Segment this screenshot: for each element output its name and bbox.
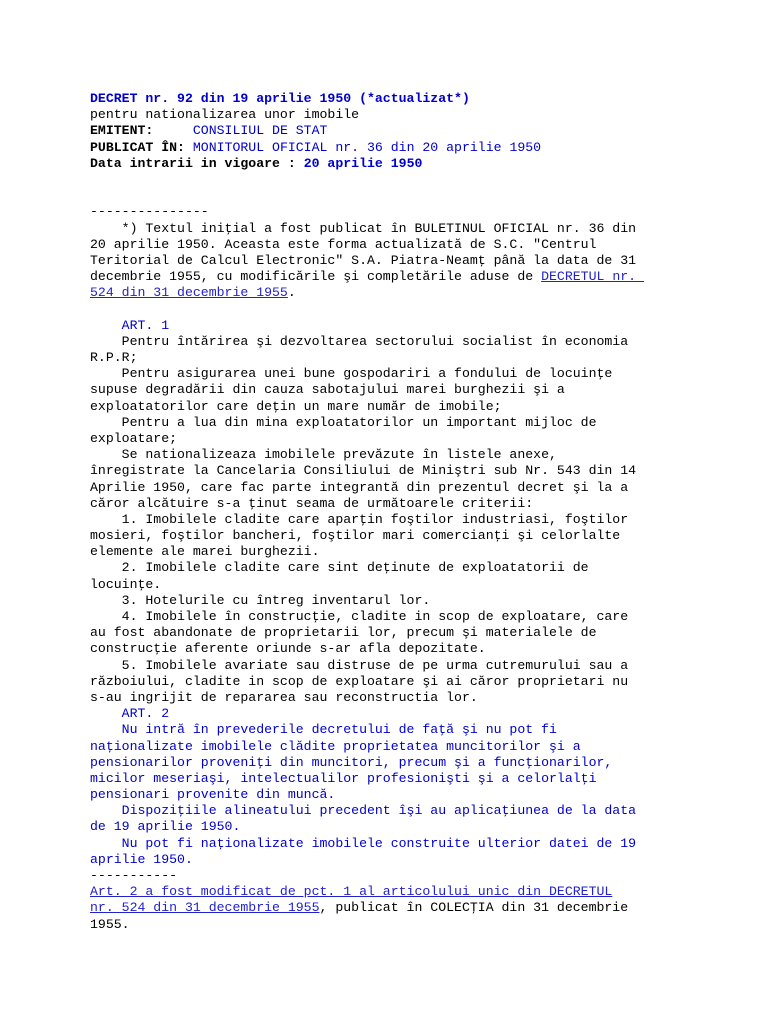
art1-body <box>90 334 760 706</box>
art1-line: supuse degradării din cauza sabotajului marei burghezii şi a <box>90 382 565 398</box>
art2-body <box>90 722 760 868</box>
modification-separator: ----------- <box>90 868 178 884</box>
art1-line: 3. Hotelurile cu întreg inventarul lor. <box>90 592 431 608</box>
art1-line: Pentru întărirea şi dezvoltarea sectorului socialist în economia <box>90 333 629 349</box>
art2-line: Nu intră în prevederile decretului de faţă şi nu pot fi <box>90 722 557 738</box>
art1-line: mosieri, foştilor bancheri, foştilor mari comercianţi şi celorlalte <box>90 528 621 544</box>
vigoare-label: Data intrarii in vigoare : <box>90 155 296 171</box>
modification-line: 1955. <box>90 916 130 932</box>
note-line: *) Textul iniţial a fost publicat în BULETINUL OFICIAL nr. 36 din <box>90 220 637 236</box>
art2-line: de 19 aprilie 1950. <box>90 819 241 835</box>
document-title: DECRET nr. 92 din 19 aprilie 1950 (*actualizat*) <box>90 91 470 106</box>
art2-line: micilor meseriaşi, intelectualilor profesionişti şi a celorlalţi <box>90 770 597 786</box>
decret-524-link[interactable]: DECRETUL nr. <box>541 269 644 285</box>
art1-line: căror alcătuire s-a ţinut seama de următoarele criterii: <box>90 495 534 511</box>
modification-link[interactable]: nr. 524 din 31 decembrie 1955 <box>90 900 320 916</box>
art1-line: 1. Imobilele cladite care aparţin foştilor industriasi, foştilor <box>90 511 629 527</box>
art2-line: Nu pot fi naţionalizate imobilele construite ulterior datei de 19 <box>90 835 637 851</box>
art1-line: 5. Imobilele avariate sau distruse de pe urma cutremurului sau a <box>90 657 629 673</box>
emitent-label: EMITENT: <box>90 123 154 139</box>
note-text: . <box>287 285 296 301</box>
note-line: 20 aprilie 1950. Aceasta este forma actualizată de S.C. "Centrul <box>90 236 597 252</box>
emitent-row <box>90 123 760 139</box>
note-line <box>90 285 760 301</box>
art1-line: construcţie aferente oriunde s-ar afla depozitate. <box>90 641 486 657</box>
art2-line: Dispoziţiile alineatului precedent îşi au aplicaţiunea de la data <box>90 803 637 819</box>
art1-line: exploatare; <box>90 430 178 446</box>
vigoare-row <box>90 156 760 172</box>
art2-line: aprilie 1950. <box>90 851 193 867</box>
modification-link[interactable]: Art. 2 a fost modificat de pct. 1 al articolului unic din DECRETUL <box>90 884 613 900</box>
art2-heading: ART. 2 <box>90 706 170 722</box>
art1-line: locuinţe. <box>90 576 162 592</box>
art2-line: pensionari provenite din muncă. <box>90 787 336 803</box>
decree-document <box>90 91 760 933</box>
note-line: Teritorial de Calcul Electronic" S.A. Piatra-Neamţ până la data de 31 <box>90 252 637 268</box>
publicat-row <box>90 140 760 156</box>
art1-line: Aprilie 1950, care fac parte integrantă din prezentul decret şi la a <box>90 479 629 495</box>
art1-line: înregistrate la Cancelaria Consiliului de Miniştri sub Nr. 543 din 14 <box>90 463 637 479</box>
art1-line: Pentru asigurarea unei bune gospodariri a fondului de locuinţe <box>90 366 613 382</box>
publicat-value: MONITORUL OFICIAL nr. 36 din 20 aprilie 1950 <box>192 139 542 155</box>
art1-heading: ART. 1 <box>90 317 170 333</box>
note-line <box>90 269 760 285</box>
document-subtitle: pentru nationalizarea unor imobile <box>90 107 360 123</box>
art1-line: R.P.R; <box>90 350 138 366</box>
decret-524-link[interactable]: 524 din 31 decembrie 1955 <box>90 285 288 301</box>
art2-line: naţionalizate imobilele clădite proprietatea muncitorilor şi a <box>90 738 581 754</box>
art1-line: 4. Imobilele în construcţie, cladite in scop de exploatare, care <box>90 609 629 625</box>
modification-line <box>90 900 760 916</box>
art1-line: Se nationalizeaza imobilele prevăzute în listele anexe, <box>90 447 557 463</box>
vigoare-value: 20 aprilie 1950 <box>303 155 423 171</box>
emitent-value: CONSILIUL DE STAT <box>192 123 328 139</box>
art1-line: Pentru a lua din mina exploatatorilor un important mijloc de <box>90 414 597 430</box>
note-separator: --------------- <box>90 204 209 220</box>
publicat-label: PUBLICAT ÎN: <box>90 139 185 155</box>
art1-line: elemente ale marei burghezii. <box>90 544 320 560</box>
art1-line: s-au ingrijit de repararea sau reconstructia lor. <box>90 689 478 705</box>
modification-text: , publicat în COLECŢIA din 31 decembrie <box>319 900 629 916</box>
note-text: decembrie 1955, cu modificările şi completările aduse de <box>90 269 542 285</box>
art2-line: pensionarilor proveniţi din muncitori, precum şi a funcţionarilor, <box>90 754 613 770</box>
art1-line: războiului, cladite in scop de exploatare şi ai căror proprietari nu <box>90 673 629 689</box>
art1-line: exploatatorilor care deţin un mare număr de imobile; <box>90 398 502 414</box>
art1-line: au fost abandonate de proprietarii lor, precum şi materialele de <box>90 625 597 641</box>
art1-line: 2. Imobilele cladite care sint deţinute de exploatatorii de <box>90 560 589 576</box>
modification-line <box>90 884 760 900</box>
